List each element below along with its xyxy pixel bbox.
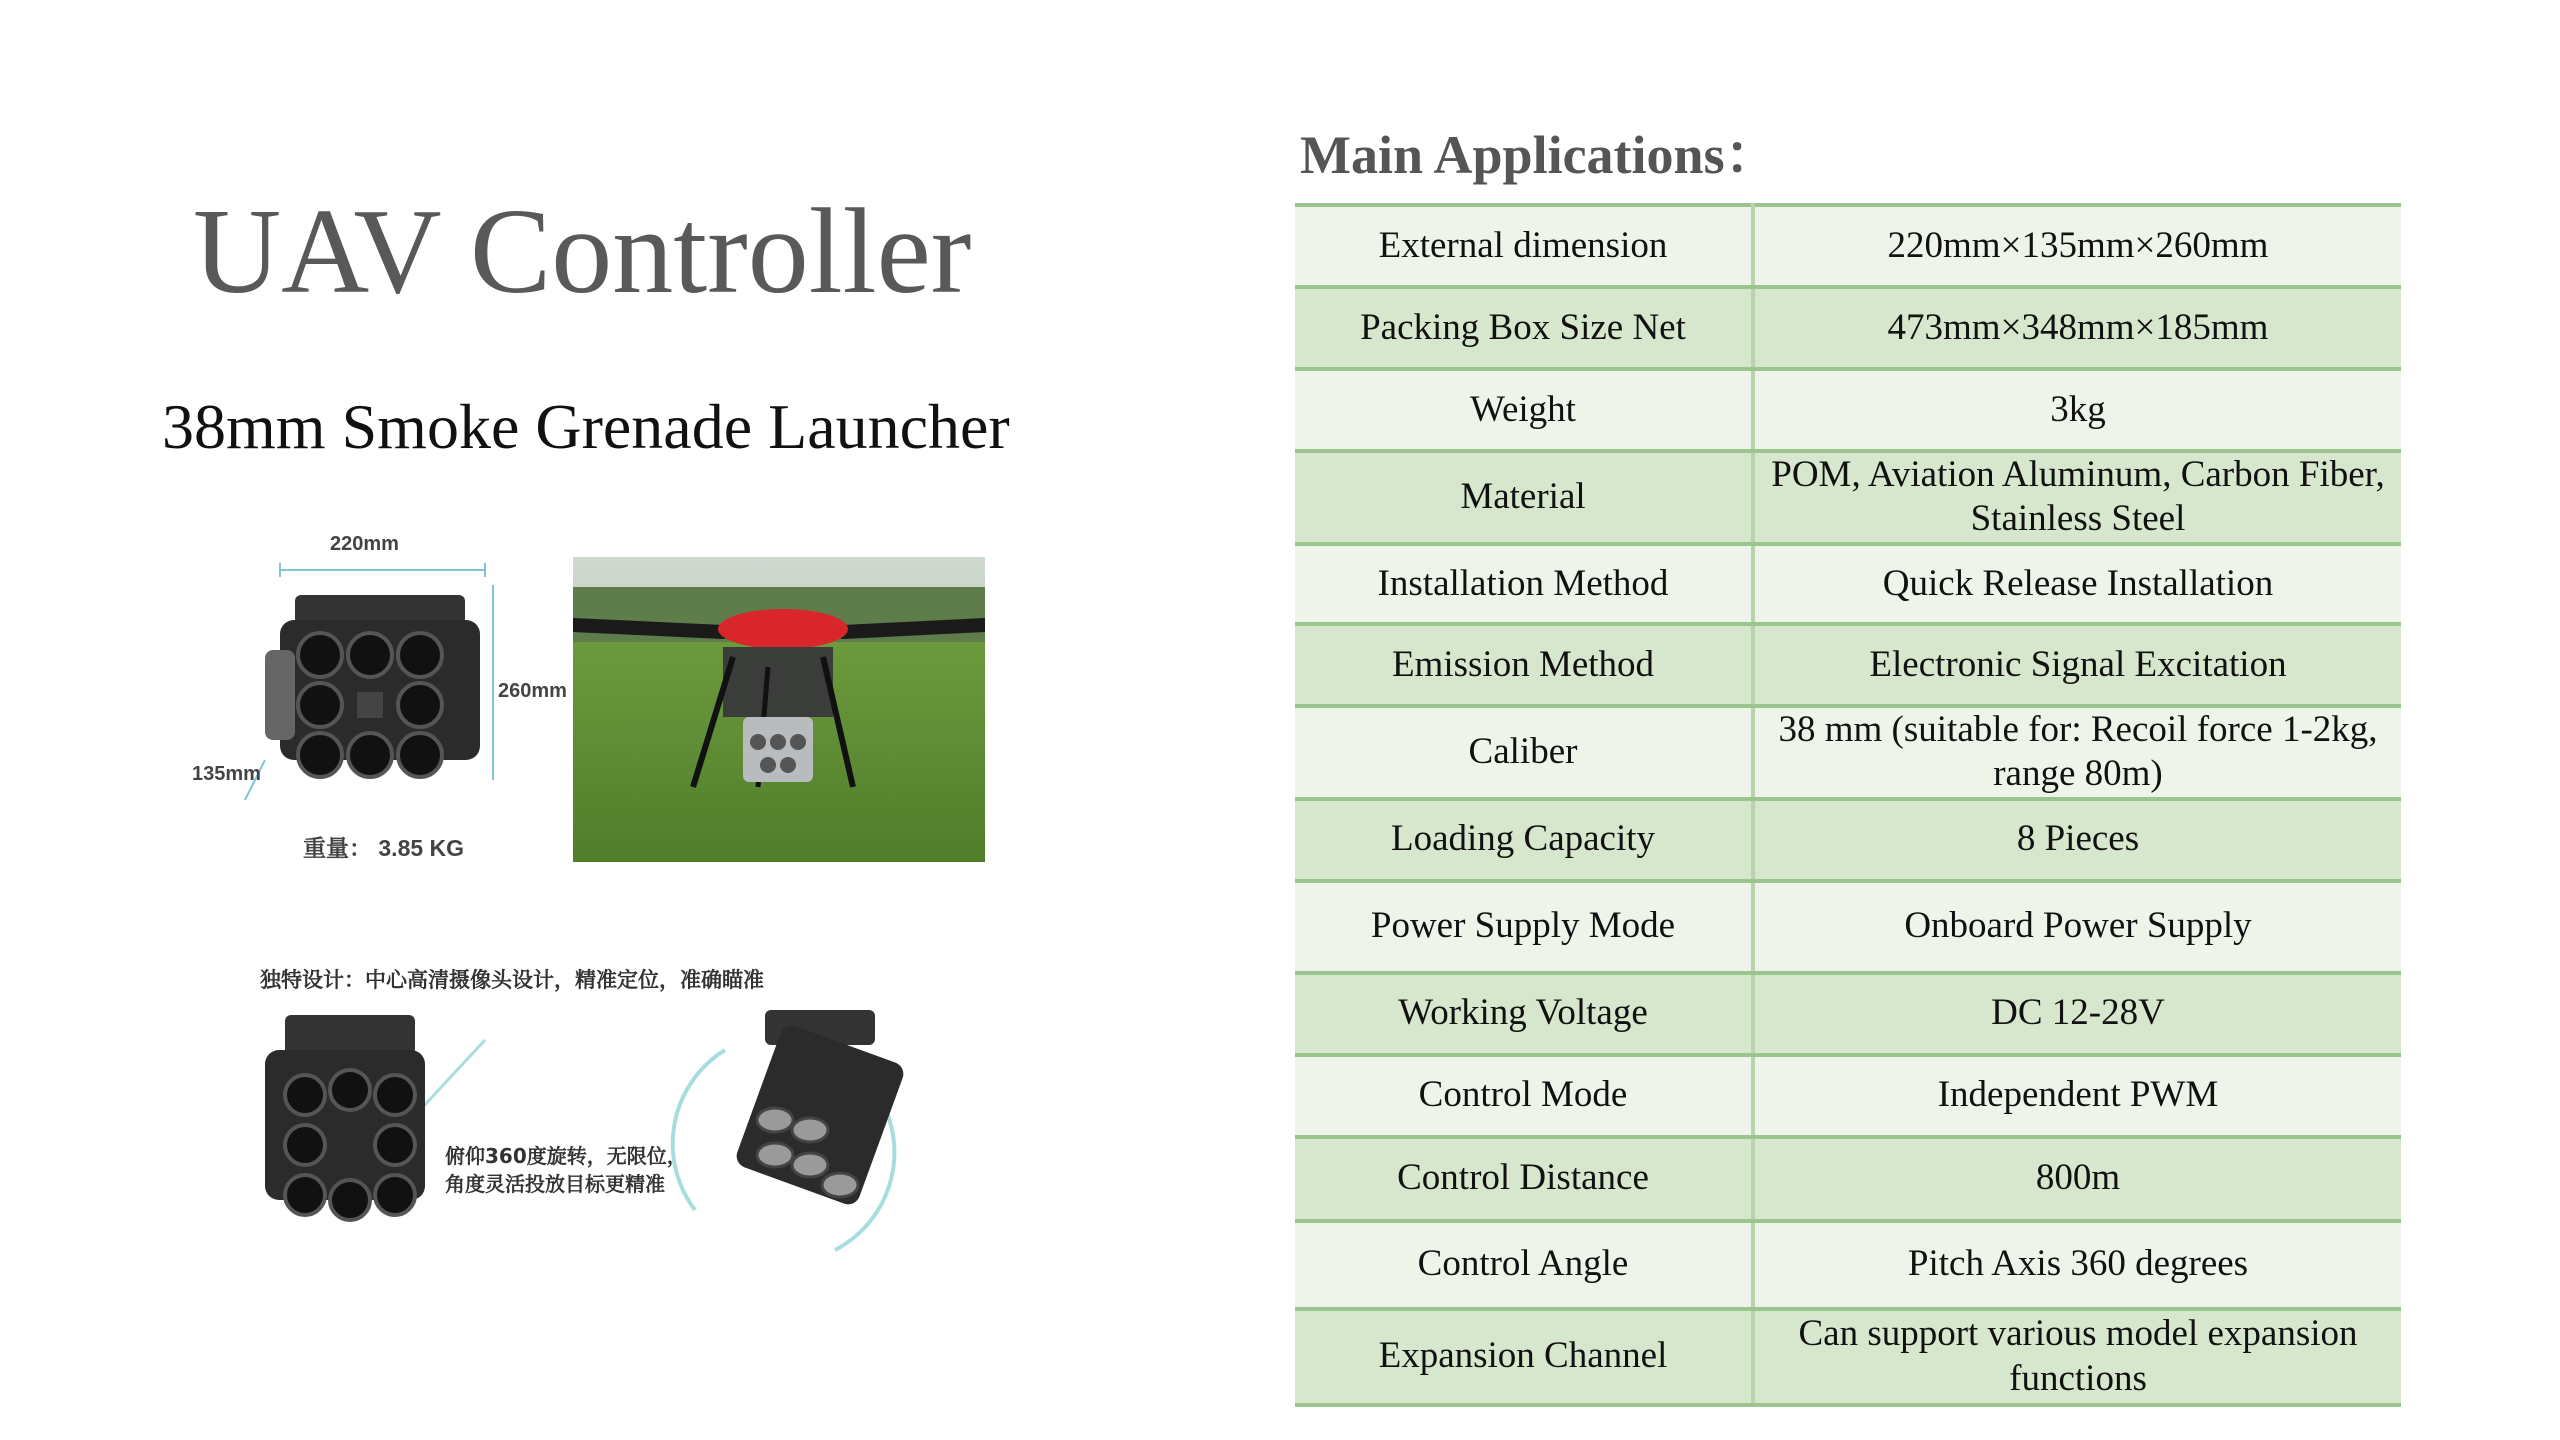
spec-key: Emission Method [1295,624,1753,706]
rotation-design-diagram [255,960,955,1280]
rotation-caption-line1: 俯仰360度旋转，无限位， [445,1144,687,1168]
spec-key: Control Angle [1295,1221,1753,1309]
spec-value: DC 12-28V [1753,973,2401,1055]
spec-key: Control Distance [1295,1137,1753,1221]
applications-heading: Main Applications： [1300,125,1779,185]
table-row [1295,1055,2401,1137]
table-row [1295,799,2401,881]
spec-key: Loading Capacity [1295,799,1753,881]
rotation-caption-line2: 角度灵活投放目标更精准 [445,1172,665,1196]
table-row [1295,973,2401,1055]
depth-label: 135mm [192,763,261,785]
height-label: 260mm [498,680,567,702]
table-row [1295,706,2401,799]
spec-value: Quick Release Installation [1753,544,2401,624]
spec-value: 220mm×135mm×260mm [1753,205,2401,287]
spec-value: 473mm×348mm×185mm [1753,287,2401,369]
spec-value: 800m [1753,1137,2401,1221]
table-row [1295,205,2401,287]
spec-value: Onboard Power Supply [1753,881,2401,973]
spec-key: External dimension [1295,205,1753,287]
table-row [1295,287,2401,369]
spec-key: Working Voltage [1295,973,1753,1055]
table-row [1295,1137,2401,1221]
table-row [1295,451,2401,544]
spec-key: Expansion Channel [1295,1309,1753,1405]
spec-value: Can support various model expansion functions [1753,1309,2401,1405]
weight-label: 重量： 3.85 KG [303,835,465,861]
spec-key: Installation Method [1295,544,1753,624]
table-row [1295,1221,2401,1309]
rotation-illustration [255,960,955,1280]
spec-key: Caliber [1295,706,1753,799]
spec-value: 38 mm (suitable for: Recoil force 1-2kg, range 80m) [1753,706,2401,799]
table-row [1295,881,2401,973]
spec-key: Power Supply Mode [1295,881,1753,973]
spec-key: Material [1295,451,1753,544]
unique-design-caption: 独特设计：中心高清摄像头设计，精准定位，准确瞄准 [260,968,764,992]
launcher-front-illustration [185,530,525,870]
spec-value: 8 Pieces [1753,799,2401,881]
spec-value: 3kg [1753,369,2401,451]
table-row [1295,624,2401,706]
specs-table [1295,203,2401,1407]
width-label: 220mm [330,533,399,555]
table-row [1295,369,2401,451]
spec-key: Weight [1295,369,1753,451]
spec-value: Pitch Axis 360 degrees [1753,1221,2401,1309]
drone-field-photo [573,557,985,862]
spec-key: Control Mode [1295,1055,1753,1137]
drone-in-field-illustration [573,557,985,862]
page-title: UAV Controller [193,184,972,319]
spec-key: Packing Box Size Net [1295,287,1753,369]
table-row [1295,1309,2401,1405]
product-subtitle: 38mm Smoke Grenade Launcher [162,391,1010,462]
spec-value: POM, Aviation Aluminum, Carbon Fiber, Stainless Steel [1753,451,2401,544]
spec-value: Electronic Signal Excitation [1753,624,2401,706]
dimension-diagram [185,530,567,870]
spec-value: Independent PWM [1753,1055,2401,1137]
table-row [1295,544,2401,624]
